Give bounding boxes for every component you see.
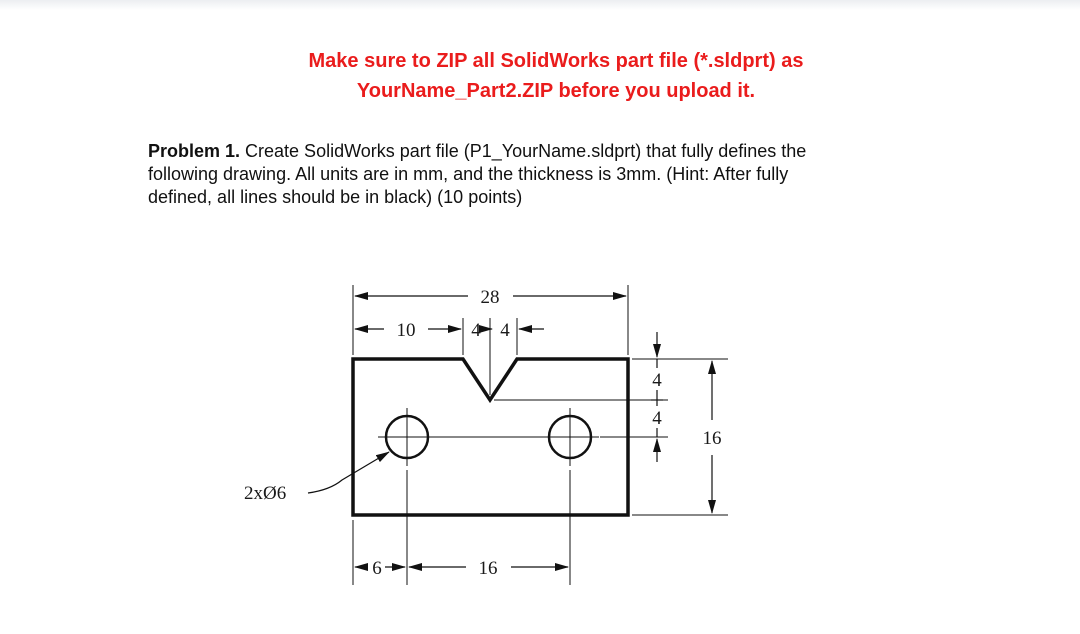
dim-vertical-notch (648, 332, 666, 462)
dim-overall-width (355, 287, 626, 308)
dim-notch-width (471, 320, 544, 341)
notice-line-2: YourName_Part2.ZIP before you upload it. (356, 80, 756, 102)
problem-line-2: following drawing. All units are in mm, and the thickness is 3mm. (Hint: After fully (148, 164, 789, 184)
dim-notch-offset (355, 320, 461, 341)
dim-hole-diameter (244, 452, 389, 504)
dim-4-mid-text: 4 (652, 408, 662, 429)
dim-16-height-text: 16 (702, 428, 722, 449)
dim-4-right-text: 4 (500, 320, 510, 341)
dim-hole-label-text: 2xØ6 (244, 483, 287, 504)
dim-4-top-text: 4 (652, 370, 662, 391)
dim-28-text: 28 (480, 287, 500, 308)
dim-16-spacing-text: 16 (478, 558, 498, 579)
problem-line-3: defined, all lines should be in black) (10 points) (148, 187, 523, 207)
dim-4-left-text: 4 (471, 320, 481, 341)
dim-height (703, 361, 722, 513)
problem-label: Problem 1. (148, 141, 241, 161)
notice-line-1: Make sure to ZIP all SolidWorks part file (*.sldprt) as (308, 50, 804, 72)
dim-bottom (355, 558, 568, 579)
right-hole (541, 408, 599, 466)
dim-10-text: 10 (396, 320, 416, 341)
problem-line-1-text: Create SolidWorks part file (P1_YourName.sldprt) that fully defines the (240, 141, 807, 161)
dim-6-text: 6 (372, 558, 382, 579)
left-hole (378, 408, 436, 466)
